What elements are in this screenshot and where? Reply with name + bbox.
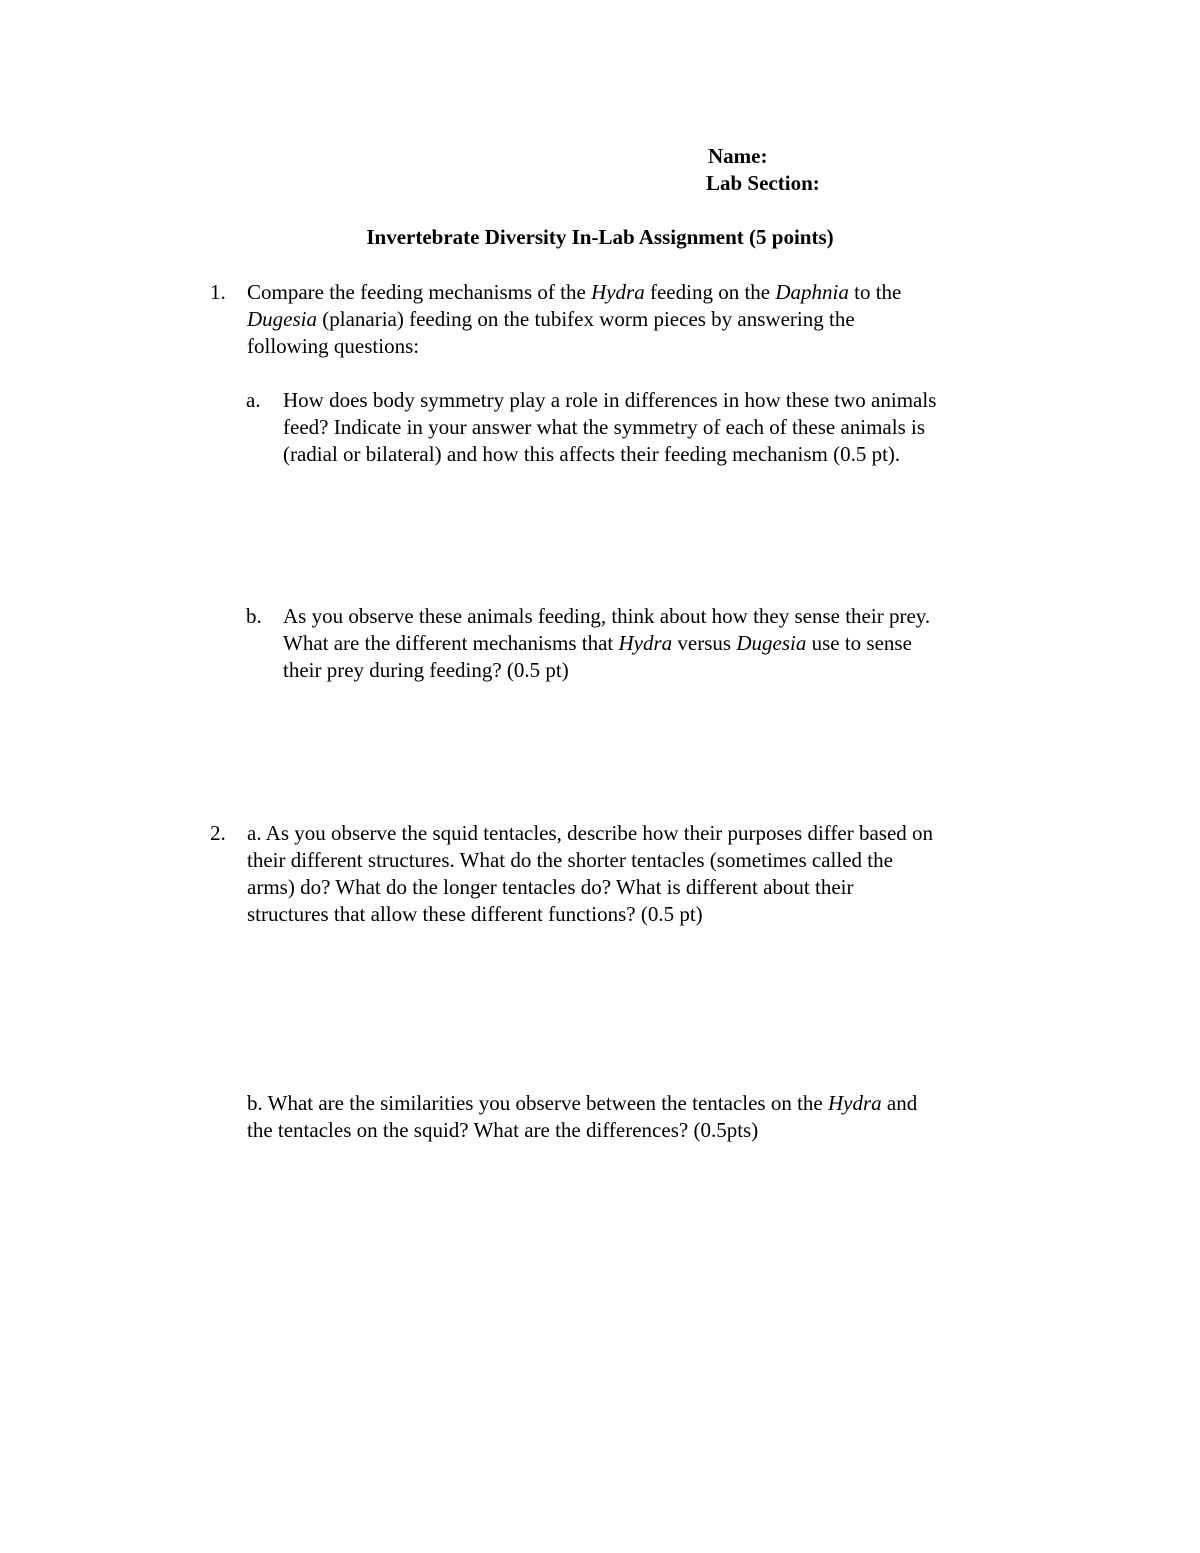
question-1a-letter: a. — [246, 388, 261, 412]
question-2a-line-1: a. As you observe the squid tentacles, describe how their purposes differ based on — [247, 821, 934, 845]
question-1b-letter: b. — [246, 604, 262, 628]
question-2a-line-4: structures that allow these different functions? (0.5 pt) — [247, 902, 703, 926]
question-1a-line-1: How does body symmetry play a role in differences in how these two animals — [283, 388, 937, 412]
question-2a-line-2: their different structures. What do the shorter tentacles (sometimes called the — [247, 848, 893, 872]
question-1b-line-1: As you observe these animals feeding, think about how they sense their prey. — [283, 604, 931, 628]
name-label: Name: — [708, 144, 768, 168]
question-1-number: 1. — [210, 280, 226, 304]
question-1b-line-2: What are the different mechanisms that Hydra versus Dugesia use to sense — [283, 631, 912, 655]
lab-section-label: Lab Section: — [706, 171, 820, 195]
question-1a-text — [283, 387, 936, 468]
question-1-intro-line-3: following questions: — [247, 334, 420, 358]
question-2a-text — [247, 820, 933, 928]
question-1a-line-3: (radial or bilateral) and how this affects their feeding mechanism (0.5 pt). — [283, 442, 901, 466]
question-2b-line-1: b. What are the similarities you observe between the tentacles on the Hydra and — [247, 1091, 918, 1115]
assignment-title: Invertebrate Diversity In-Lab Assignment (5 points) — [366, 225, 834, 249]
question-1-intro-line-1: Compare the feeding mechanisms of the Hydra feeding on the Daphnia to the — [247, 280, 902, 304]
question-1-intro-line-2: Dugesia (planaria) feeding on the tubifex worm pieces by answering the — [247, 307, 855, 331]
question-1a-line-2: feed? Indicate in your answer what the symmetry of each of these animals is — [283, 415, 926, 439]
question-2b-line-2: the tentacles on the squid? What are the differences? (0.5pts) — [247, 1118, 759, 1142]
question-1b-line-3: their prey during feeding? (0.5 pt) — [283, 658, 569, 682]
question-1-intro — [247, 279, 901, 360]
question-2b-text — [247, 1090, 917, 1144]
question-2a-line-3: arms) do? What do the longer tentacles do? What is different about their — [247, 875, 854, 899]
question-2-number: 2. — [210, 821, 226, 845]
question-1b-text — [283, 603, 930, 684]
